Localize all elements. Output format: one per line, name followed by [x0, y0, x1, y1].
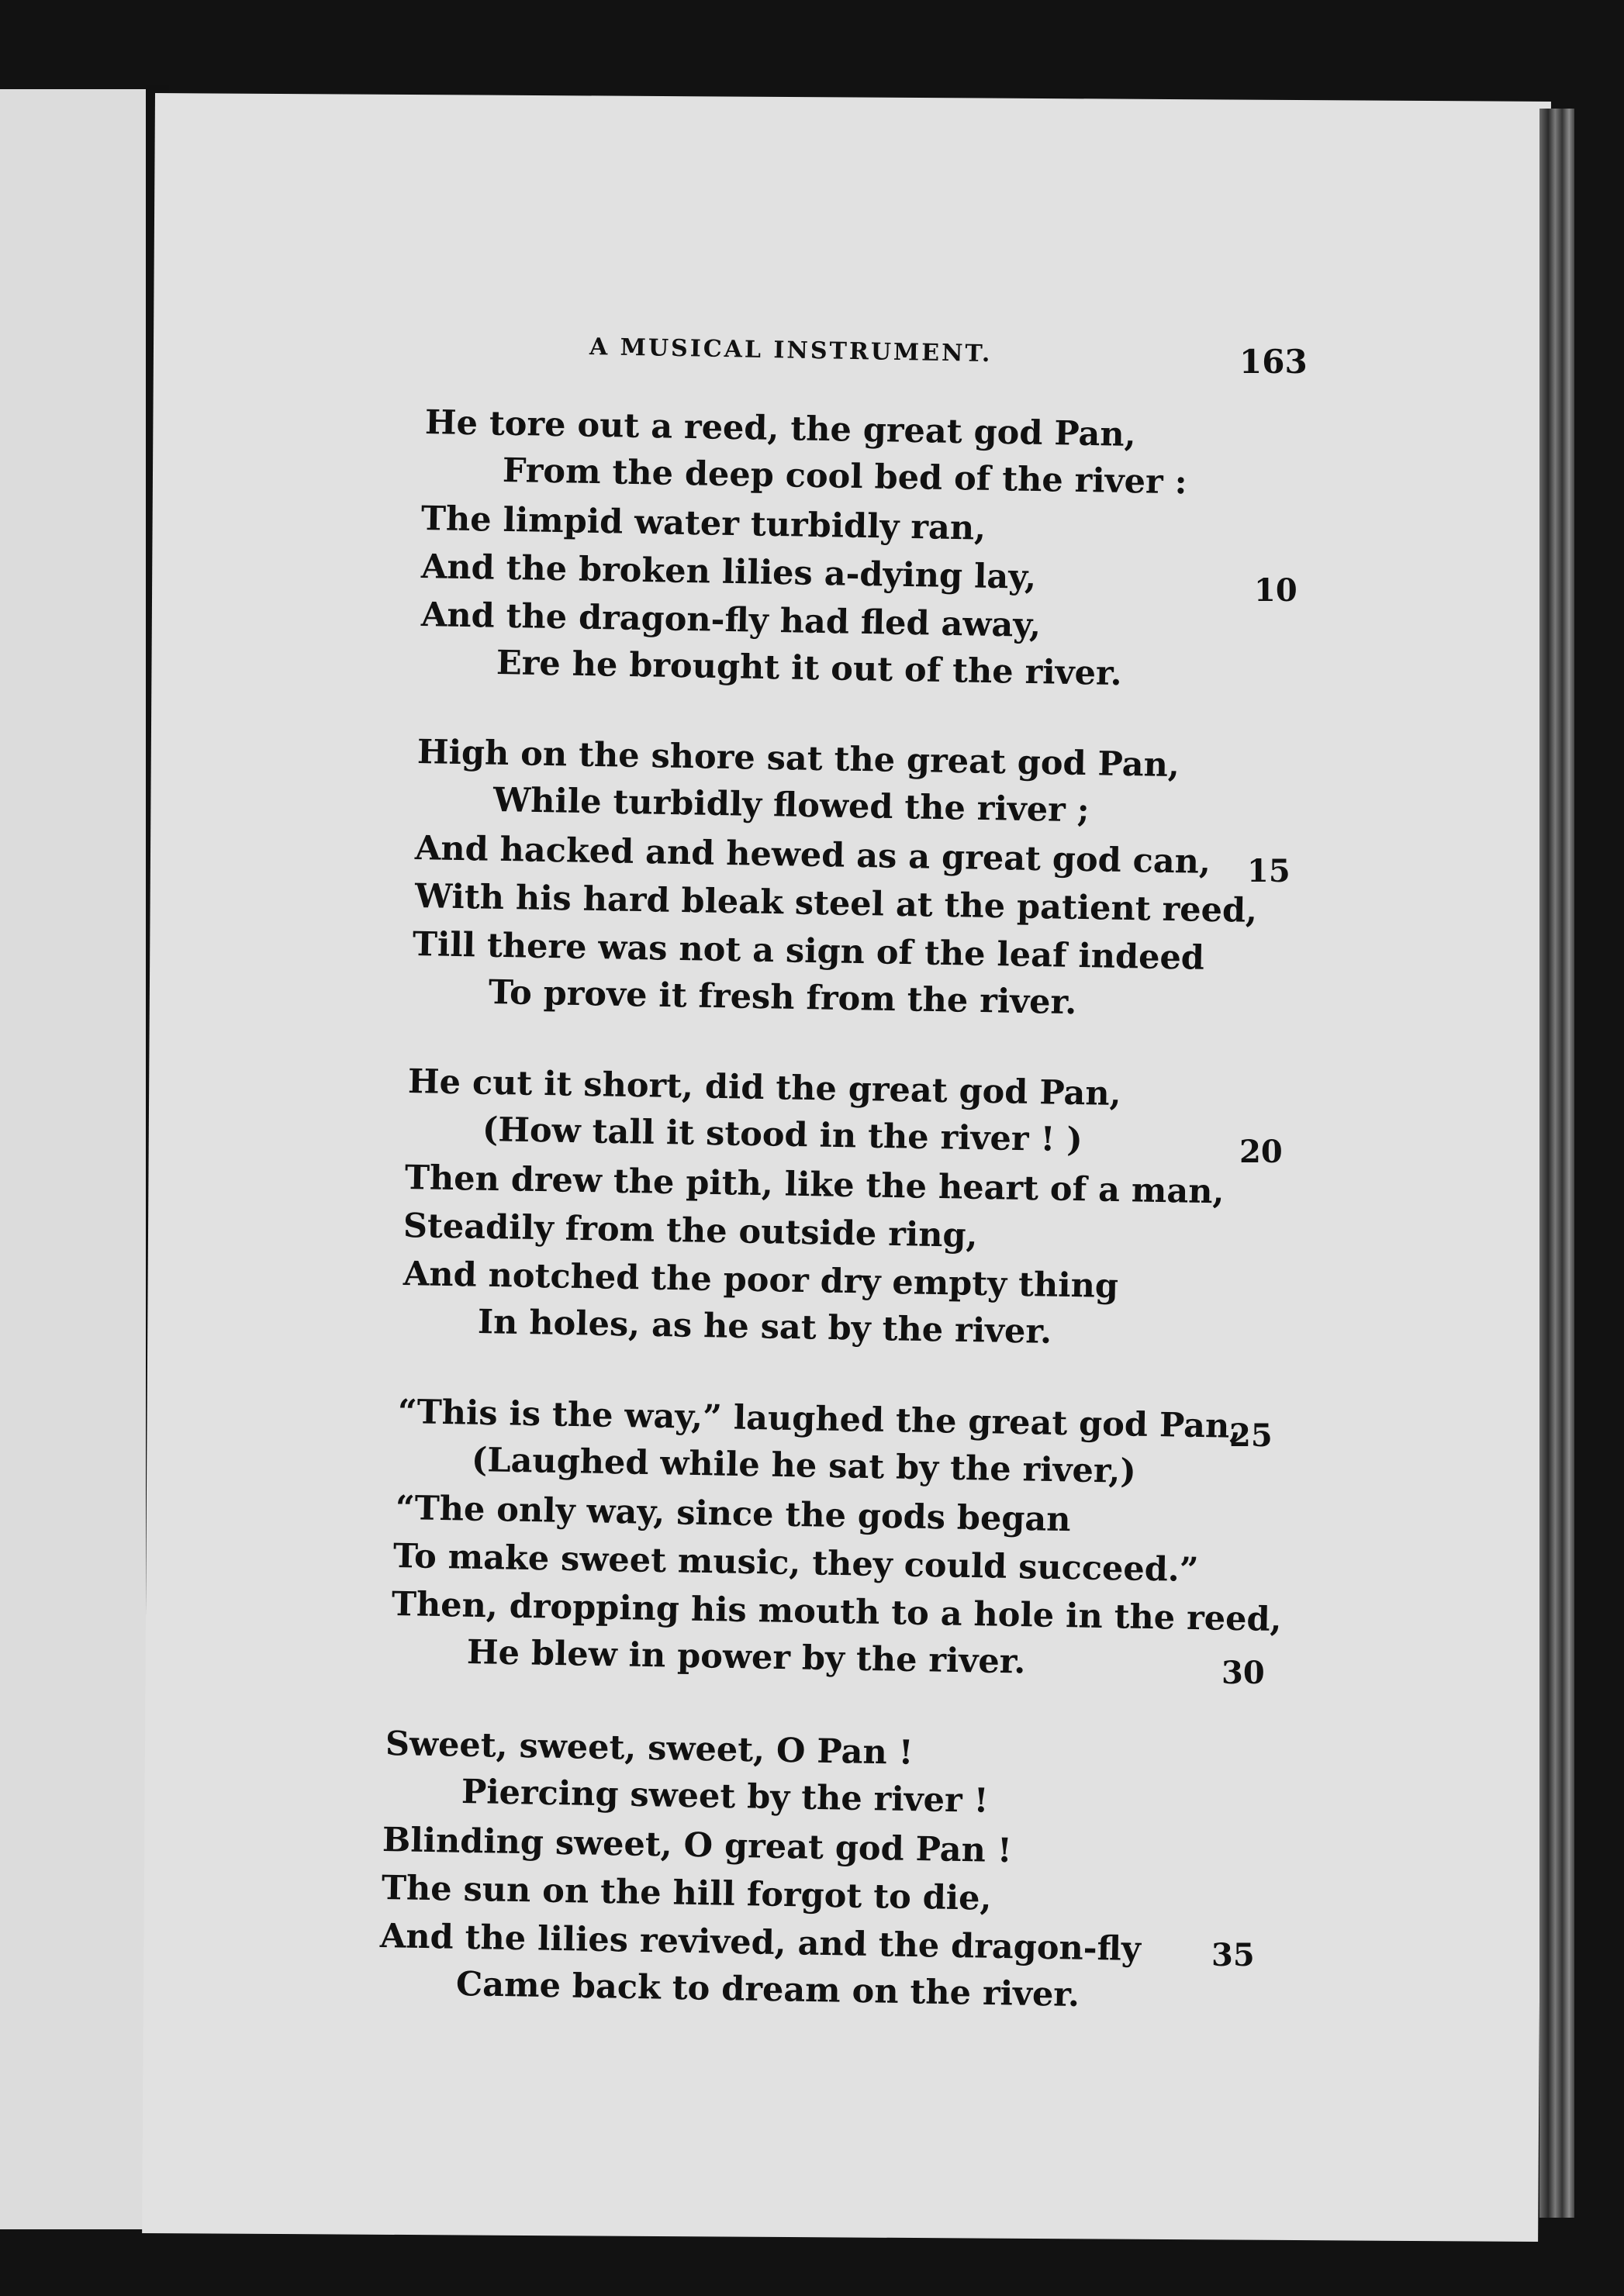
verse-line: (Laughed while he sat by the river,): [471, 1441, 1137, 1491]
verse-line: Sweet, sweet, sweet, O Pan !: [385, 1725, 914, 1773]
verse-line: The limpid water turbidly ran,: [420, 499, 986, 548]
verse-line: He tore out a reed, the great god Pan,: [424, 403, 1137, 454]
verse-line: And notched the poor dry empty thing: [403, 1255, 1119, 1307]
verse-line: “The only way, since the gods began: [395, 1489, 1071, 1540]
verse-line: Then, dropping his mouth to a hole in the reed,: [391, 1585, 1282, 1640]
verse-line: Blinding sweet, O great god Pan !: [382, 1821, 1013, 1871]
verse-line: Then drew the pith, like the heart of a man,: [404, 1158, 1225, 1212]
verse-line: While turbidly flowed the river ;: [492, 781, 1090, 830]
verse-line: The sun on the hill forgot to die,: [381, 1869, 992, 1918]
verse-line: He cut it short, did the great god Pan,: [407, 1062, 1122, 1114]
verse-line: In holes, as he sat by the river.: [477, 1303, 1052, 1352]
line-number: 15: [1247, 853, 1291, 889]
verse-line: And hacked and hewed as a great god can,: [414, 829, 1211, 882]
verse-line: And the broken lilies a-dying lay,: [420, 547, 1037, 597]
verse-line: Till there was not a sign of the leaf indeed: [412, 925, 1205, 978]
verse-line: (How tall it stood in the river ! ): [482, 1110, 1083, 1160]
line-number: 35: [1211, 1937, 1255, 1973]
verse-line: To make sweet music, they could succeed.”: [392, 1537, 1199, 1590]
verse-line: Piercing sweet by the river !: [461, 1773, 989, 1821]
line-number: 10: [1254, 572, 1297, 609]
running-head: A MUSICAL INSTRUMENT.: [589, 333, 993, 368]
line-number: 20: [1239, 1134, 1283, 1170]
verse-line: Came back to dream on the river.: [455, 1965, 1080, 2015]
line-number: 30: [1221, 1655, 1265, 1691]
verse-line: And the lilies revived, and the dragon-fly: [379, 1917, 1142, 1970]
verse-line: And the dragon-fly had fled away,: [420, 596, 1042, 645]
verse-line: “This is the way,” laughed the great god Pan,: [397, 1393, 1242, 1446]
verse-line: High on the shore sat the great god Pan,: [416, 733, 1180, 785]
verse-line: With his hard bleak steel at the patient reed,: [414, 877, 1258, 930]
line-number: 25: [1229, 1417, 1273, 1454]
verse-line: From the deep cool bed of the river :: [502, 451, 1187, 502]
verse-line: To prove it fresh from the river.: [488, 973, 1077, 1023]
verse-line: He blew in power by the river.: [466, 1633, 1026, 1682]
verse-line: Ere he brought it out of the river.: [496, 644, 1123, 694]
verse-line: Steadily from the outside ring,: [403, 1207, 978, 1255]
page-number: 163: [1239, 343, 1308, 381]
